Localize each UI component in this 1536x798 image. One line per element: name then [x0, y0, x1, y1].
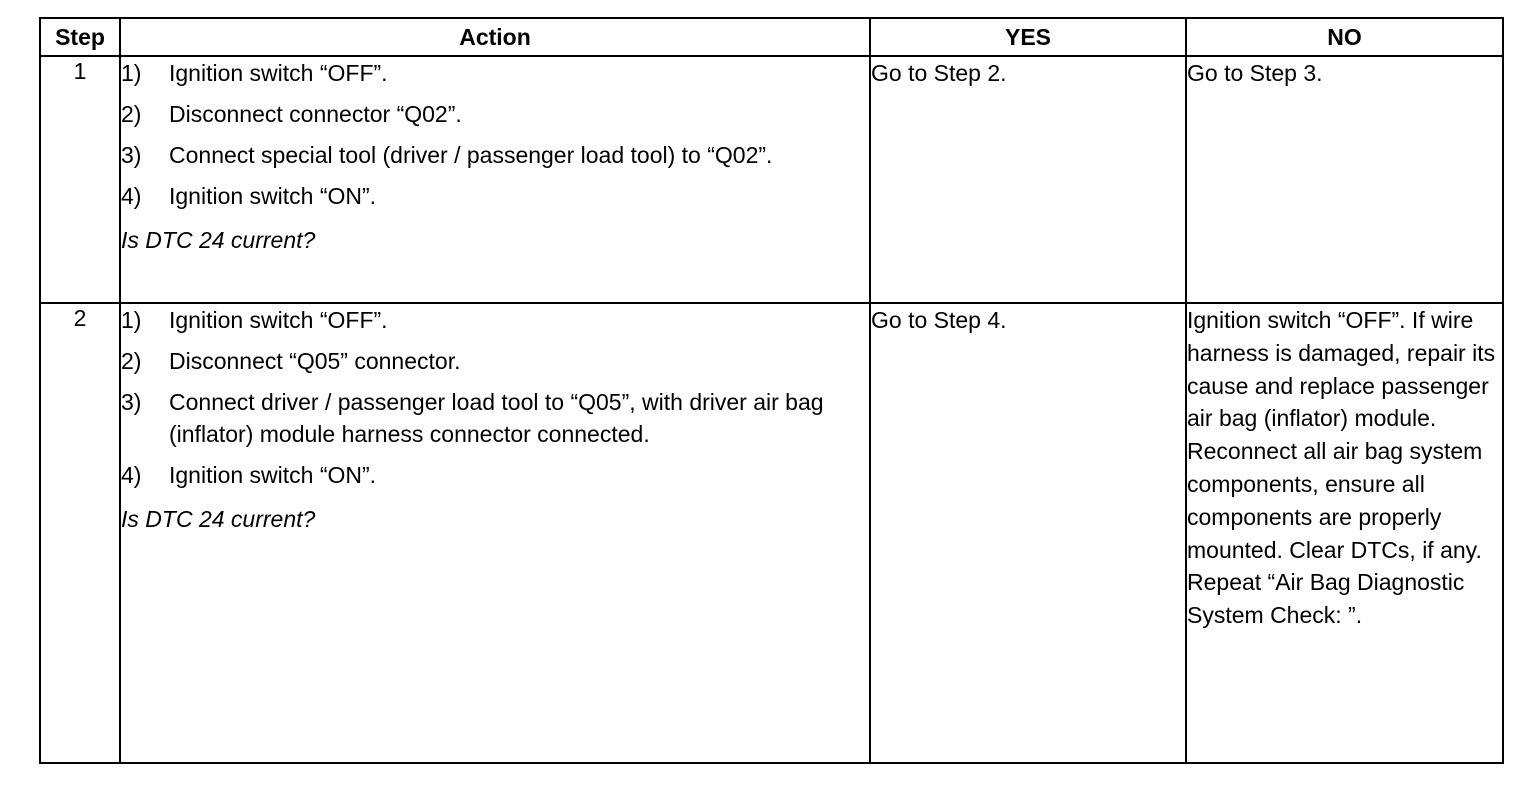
action-item	[121, 57, 869, 89]
action-item-number: 2)	[121, 348, 142, 374]
action-item	[121, 386, 869, 450]
action-list	[121, 57, 869, 212]
action-item-text: Connect special tool (driver / passenger load tool) to “Q02”.	[169, 142, 773, 168]
action-item	[121, 304, 869, 336]
action-item-number: 1)	[121, 307, 142, 333]
action-item-text: Connect driver / passenger load tool to “Q05”, with driver air bag (inflator) module harness connector connected.	[169, 389, 824, 447]
action-item-number: 1)	[121, 60, 142, 86]
header-row	[40, 18, 1503, 56]
header-step: Step	[40, 18, 120, 56]
action-item-text: Ignition switch “ON”.	[169, 462, 377, 488]
action-item-text: Ignition switch “OFF”.	[169, 307, 388, 333]
table-row	[40, 303, 1503, 763]
action-item-number: 4)	[121, 183, 142, 209]
no-cell: Go to Step 3.	[1186, 56, 1503, 303]
action-item	[121, 98, 869, 130]
action-item	[121, 180, 869, 212]
diagnostic-table	[39, 17, 1504, 764]
action-item-number: 3)	[121, 142, 142, 168]
no-cell: Ignition switch “OFF”. If wire harness is damaged, repair its cause and replace passenger air bag (inflator) module. Reconnect all air bag system components, ensure all components are properly mounted. Clear DTCs, if any. Repeat “Air Bag Diagnostic System Check: ”.	[1186, 303, 1503, 763]
action-item-number: 2)	[121, 101, 142, 127]
header-action: Action	[120, 18, 870, 56]
yes-cell: Go to Step 4.	[870, 303, 1186, 763]
action-item	[121, 139, 869, 171]
action-item-number: 3)	[121, 389, 142, 415]
action-list	[121, 304, 869, 491]
step-question: Is DTC 24 current?	[121, 506, 316, 532]
step-number: 1	[40, 56, 120, 303]
action-item-text: Disconnect “Q05” connector.	[169, 348, 461, 374]
action-item-text: Ignition switch “OFF”.	[169, 60, 388, 86]
header-no: NO	[1186, 18, 1503, 56]
action-item	[121, 345, 869, 377]
action-item	[121, 459, 869, 491]
action-item-text: Disconnect connector “Q02”.	[169, 101, 462, 127]
header-yes: YES	[870, 18, 1186, 56]
action-item-text: Ignition switch “ON”.	[169, 183, 377, 209]
yes-cell: Go to Step 2.	[870, 56, 1186, 303]
step-question: Is DTC 24 current?	[121, 227, 316, 253]
action-item-number: 4)	[121, 462, 142, 488]
step-number: 2	[40, 303, 120, 763]
action-cell	[120, 56, 870, 303]
action-cell	[120, 303, 870, 763]
table-row	[40, 56, 1503, 303]
